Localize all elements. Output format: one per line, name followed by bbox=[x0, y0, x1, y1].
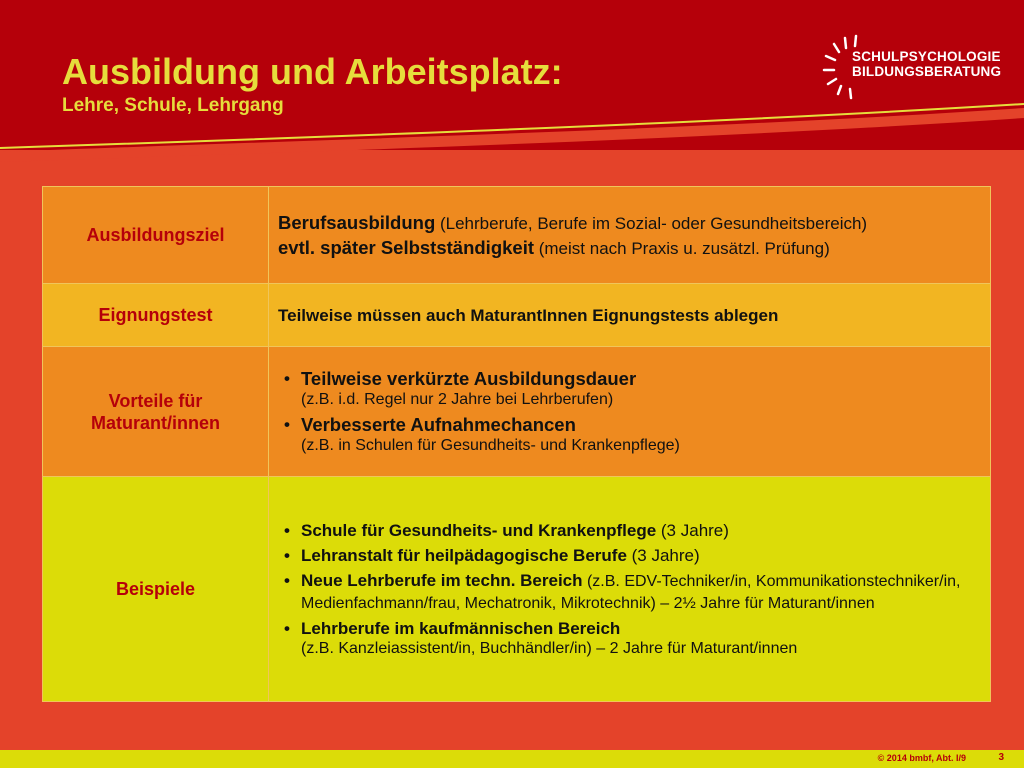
row-content bbox=[269, 347, 991, 477]
content-line: Berufsausbildung (Lehrberufe, Berufe im Sozial- oder Gesundheitsbereich) bbox=[278, 211, 868, 233]
list-item: • Neue Lehrberufe im techn. Bereich (z.B. EDV-Techniker/in, Kommunikationstechniker/in, Medienfachmann/frau, Mechatronik, Mikrotechnik) – 2½ Jahre für Maturant/innen bbox=[278, 570, 984, 614]
page-subtitle: Lehre, Schule, Lehrgang bbox=[62, 95, 284, 116]
row-content: Teilweise müssen auch MaturantInnen Eignungstests ablegen bbox=[269, 284, 991, 347]
list-item: • Teilweise verkürzte Ausbildungsdauer (z.B. i.d. Regel nur 2 Jahre bei Lehrberufen) bbox=[278, 368, 984, 410]
page-number: 3 bbox=[998, 752, 1004, 763]
logo-line-2: BILDUNGSBERATUNG bbox=[852, 64, 1002, 79]
content-line: evtl. später Selbstständigkeit (meist nach Praxis u. zusätzl. Prüfung) bbox=[278, 236, 830, 258]
table-row bbox=[43, 477, 991, 702]
row-label: Vorteile für Maturant/innen bbox=[43, 347, 269, 477]
footer-band bbox=[0, 750, 1024, 768]
logo-text bbox=[852, 49, 1001, 79]
table-row bbox=[43, 284, 991, 347]
list-item: • Lehranstalt für heilpädagogische Berufe (3 Jahre) bbox=[278, 545, 984, 566]
table-row bbox=[43, 187, 991, 284]
list-item: • Schule für Gesundheits- und Krankenpflege (3 Jahre) bbox=[278, 520, 984, 541]
copyright-text: © 2014 bmbf, Abt. I/9 bbox=[877, 753, 966, 763]
logo-line-1: SCHULPSYCHOLOGIE bbox=[852, 49, 1001, 64]
row-content bbox=[269, 187, 991, 284]
bullet-list bbox=[278, 520, 984, 659]
row-label: Beispiele bbox=[43, 477, 269, 702]
page-title: Ausbildung und Arbeitsplatz: bbox=[62, 51, 563, 92]
row-content bbox=[269, 477, 991, 702]
bullet-list bbox=[278, 368, 984, 456]
list-item: • Lehrberufe im kaufmännischen Bereich (z.B. Kanzleiassistent/in, Buchhändler/in) – 2 Jahre für Maturant/innen bbox=[278, 618, 984, 659]
list-item: • Verbesserte Aufnahmechancen (z.B. in Schulen für Gesundheits- und Krankenpflege) bbox=[278, 414, 984, 456]
row-label: Eignungstest bbox=[43, 284, 269, 347]
row-label: Ausbildungsziel bbox=[43, 187, 269, 284]
table-row bbox=[43, 347, 991, 477]
info-table bbox=[42, 186, 991, 702]
